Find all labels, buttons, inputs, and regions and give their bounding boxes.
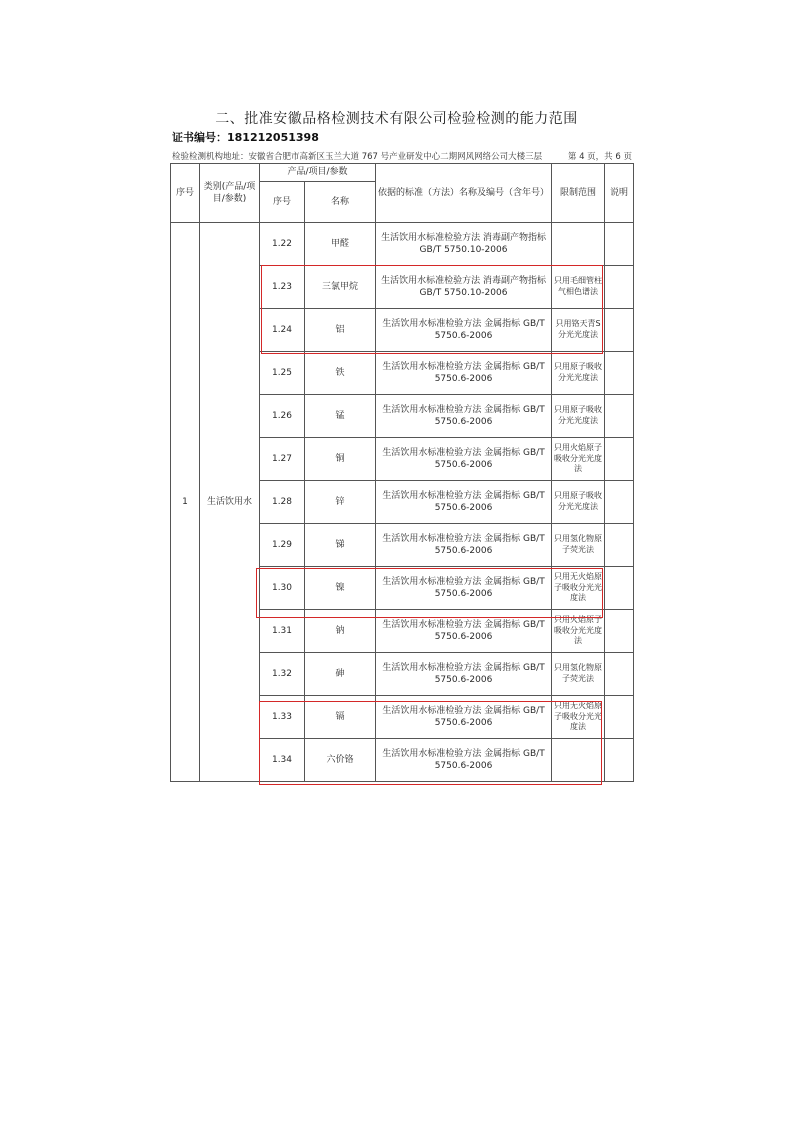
limit-range-cell: 只用无火焰原子吸收分光光度法 bbox=[552, 696, 605, 739]
limit-range-cell: 只用毛细管柱气相色谱法 bbox=[552, 266, 605, 309]
standard-method-cell: 生活饮用水标准检验方法 金属指标 GB/T 5750.6-2006 bbox=[376, 567, 552, 610]
header-category: 类别(产品/项目/参数) bbox=[200, 164, 260, 223]
note-cell bbox=[605, 352, 634, 395]
header-sub-seq: 序号 bbox=[260, 182, 305, 223]
item-number-cell: 1.32 bbox=[260, 653, 305, 696]
item-number-cell: 1.26 bbox=[260, 395, 305, 438]
highlight-box bbox=[256, 568, 603, 618]
address-text: 检验检测机构地址：安徽省合肥市高新区玉兰大道 767 号产业研发中心二期网风网络公司大楼三层 bbox=[172, 152, 543, 162]
item-name-cell: 锌 bbox=[305, 481, 376, 524]
table-row bbox=[171, 223, 634, 266]
item-name-cell: 镍 bbox=[305, 567, 376, 610]
item-name-cell: 六价铬 bbox=[305, 739, 376, 782]
item-number-cell: 1.25 bbox=[260, 352, 305, 395]
item-number-cell: 1.28 bbox=[260, 481, 305, 524]
note-cell bbox=[605, 653, 634, 696]
item-number-cell: 1.23 bbox=[260, 266, 305, 309]
limit-range-cell: 只用原子吸收分光光度法 bbox=[552, 481, 605, 524]
standard-method-cell: 生活饮用水标准检验方法 金属指标 GB/T 5750.6-2006 bbox=[376, 481, 552, 524]
item-name-cell: 三氯甲烷 bbox=[305, 266, 376, 309]
standard-method-cell: 生活饮用水标准检验方法 金属指标 GB/T 5750.6-2006 bbox=[376, 696, 552, 739]
note-cell bbox=[605, 438, 634, 481]
item-number-cell: 1.34 bbox=[260, 739, 305, 782]
header-note: 说明 bbox=[605, 164, 634, 223]
standard-method-cell: 生活饮用水标准检验方法 金属指标 GB/T 5750.6-2006 bbox=[376, 524, 552, 567]
item-name-cell: 砷 bbox=[305, 653, 376, 696]
item-number-cell: 1.31 bbox=[260, 610, 305, 653]
capability-table bbox=[170, 163, 634, 782]
standard-method-cell: 生活饮用水标准检验方法 金属指标 GB/T 5750.6-2006 bbox=[376, 395, 552, 438]
header-group: 产品/项目/参数 bbox=[260, 164, 376, 182]
limit-range-cell: 只用火焰原子吸收分光光度法 bbox=[552, 610, 605, 653]
note-cell bbox=[605, 266, 634, 309]
standard-method-cell: 生活饮用水标准检验方法 金属指标 GB/T 5750.6-2006 bbox=[376, 352, 552, 395]
item-name-cell: 铜 bbox=[305, 438, 376, 481]
standard-method-cell: 生活饮用水标准检验方法 消毒副产物指标 GB/T 5750.10-2006 bbox=[376, 223, 552, 266]
note-cell bbox=[605, 395, 634, 438]
item-number-cell: 1.27 bbox=[260, 438, 305, 481]
item-number-cell: 1.33 bbox=[260, 696, 305, 739]
note-cell bbox=[605, 223, 634, 266]
item-name-cell: 钠 bbox=[305, 610, 376, 653]
header-standard: 依据的标准（方法）名称及编号（含年号） bbox=[376, 164, 552, 223]
limit-range-cell: 只用原子吸收分光光度法 bbox=[552, 395, 605, 438]
item-number-cell: 1.22 bbox=[260, 223, 305, 266]
standard-method-cell: 生活饮用水标准检验方法 金属指标 GB/T 5750.6-2006 bbox=[376, 739, 552, 782]
limit-range-cell: 只用铬天青S分光光度法 bbox=[552, 309, 605, 352]
limit-range-cell: 只用无火焰原子吸收分光光度法 bbox=[552, 567, 605, 610]
address-line bbox=[172, 150, 632, 162]
highlight-box bbox=[259, 701, 602, 785]
header-limit: 限制范围 bbox=[552, 164, 605, 223]
item-number-cell: 1.29 bbox=[260, 524, 305, 567]
limit-range-cell: 只用火焰原子吸收分光光度法 bbox=[552, 438, 605, 481]
item-name-cell: 镉 bbox=[305, 696, 376, 739]
category-cell: 生活饮用水 bbox=[200, 223, 260, 782]
item-number-cell: 1.24 bbox=[260, 309, 305, 352]
note-cell bbox=[605, 309, 634, 352]
limit-range-cell: 只用氢化物原子荧光法 bbox=[552, 653, 605, 696]
limit-range-cell: 只用氢化物原子荧光法 bbox=[552, 524, 605, 567]
highlight-box bbox=[261, 265, 603, 354]
item-name-cell: 铁 bbox=[305, 352, 376, 395]
item-name-cell: 甲醛 bbox=[305, 223, 376, 266]
header-seq: 序号 bbox=[171, 164, 200, 223]
note-cell bbox=[605, 696, 634, 739]
standard-method-cell: 生活饮用水标准检验方法 消毒副产物指标 GB/T 5750.10-2006 bbox=[376, 266, 552, 309]
page-info: 第 4 页，共 6 页 bbox=[567, 152, 632, 162]
item-name-cell: 锑 bbox=[305, 524, 376, 567]
certificate-number: 证书编号：181212051398 bbox=[172, 131, 319, 144]
standard-method-cell: 生活饮用水标准检验方法 金属指标 GB/T 5750.6-2006 bbox=[376, 438, 552, 481]
note-cell bbox=[605, 610, 634, 653]
note-cell bbox=[605, 567, 634, 610]
limit-range-cell bbox=[552, 223, 605, 266]
note-cell bbox=[605, 481, 634, 524]
header-sub-name: 名称 bbox=[305, 182, 376, 223]
page-title: 二、批准安徽品格检测技术有限公司检验检测的能力范围 bbox=[215, 111, 578, 127]
item-name-cell: 铝 bbox=[305, 309, 376, 352]
standard-method-cell: 生活饮用水标准检验方法 金属指标 GB/T 5750.6-2006 bbox=[376, 653, 552, 696]
item-name-cell: 锰 bbox=[305, 395, 376, 438]
standard-method-cell: 生活饮用水标准检验方法 金属指标 GB/T 5750.6-2006 bbox=[376, 610, 552, 653]
note-cell bbox=[605, 739, 634, 782]
limit-range-cell: 只用原子吸收分光光度法 bbox=[552, 352, 605, 395]
main-seq-cell: 1 bbox=[171, 223, 200, 782]
item-number-cell: 1.30 bbox=[260, 567, 305, 610]
standard-method-cell: 生活饮用水标准检验方法 金属指标 GB/T 5750.6-2006 bbox=[376, 309, 552, 352]
note-cell bbox=[605, 524, 634, 567]
